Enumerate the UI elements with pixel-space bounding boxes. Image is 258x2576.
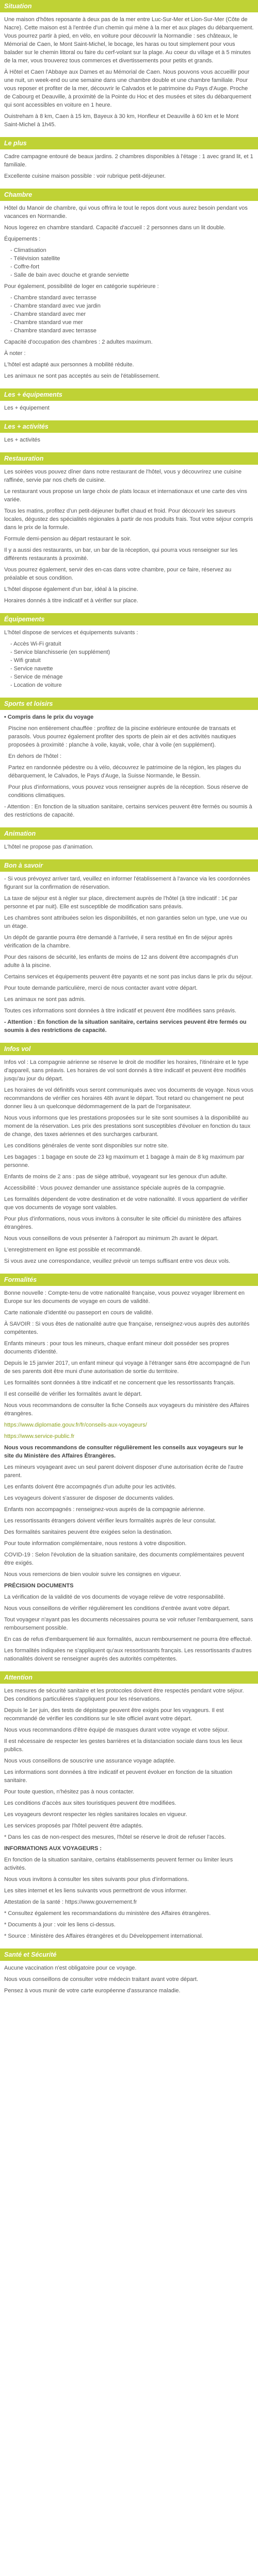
paragraph: L'hôtel dispose de services et équipements suivants :: [4, 630, 138, 636]
paragraph: Depuis le 1er juin, des tests de dépistage peuvent être exigés pour les voyageurs. Il est recommandé de vérifier les conditions sur le site officiel avant votre départ.: [4, 1707, 224, 1722]
paragraph: Nous vous conseillons de consulter votre médecin traitant avant votre départ.: [4, 1976, 199, 1982]
paragraph: Bonne nouvelle : Compte-tenu de votre nationalité française, vous pouvez voyager librement en Europe sur les documents de voyage en cours de validité.: [4, 1290, 245, 1304]
paragraph: Piscine non entièrement chauffée : profitez de la piscine extérieure entourée de transats et parasols. Vous pourrez également profiter des sports de plein air et des activités nautiques proposées à proximité : planche à voile, kayak, voile, char à voile (en supplément).: [8, 725, 236, 748]
note: Les animaux ne sont pas acceptés au sein de l'établissement.: [4, 373, 160, 379]
paragraph: Les soirées vous pouvez dîner dans notre restaurant de l'hôtel, vous y découvrirez une cuisine raffinée, servie par nos chefs de cuisine.: [4, 469, 242, 483]
section-heading-formalites: Formalités: [0, 1274, 258, 1286]
section-heading-situation: Situation: [0, 0, 258, 12]
paragraph: Nous vous conseillons de vous présenter à l'aéroport au minimum 2h avant le départ.: [4, 1235, 219, 1242]
list-item: - Télévision satellite: [10, 256, 60, 262]
attention-content: [0, 1684, 258, 1948]
paragraph: * Source : Ministère des Affaires étrangères et du Développement international.: [4, 1933, 203, 1939]
paragraph: À Hôtel et Caen l'Abbaye aux Dames et au Mémorial de Caen. Nous pouvons vous accueillir pour une nuit, un week-end ou une semaine dans une chambre double et une chambre familiale. Pour vous reposer et profiter de la mer, découvrir le Calvados et le patrimoine du Pays d'Auge. Proche de Cabourg et Deauville, à proximité de la Pointe du Hoc et des musées et sites du débarquement qui sont accessibles en voiture en 1 heure.: [4, 69, 251, 108]
info-heading: INFORMATIONS AUX VOYAGEURS :: [4, 1845, 102, 1852]
paragraph: Les enfants doivent être accompagnés d'un adulte pour les activités.: [4, 1484, 176, 1490]
paragraph: - Si vous prévoyez arriver tard, veuillez en informer l'établissement à l'avance via les coordonnées figurant sur la confirmation de réservation.: [4, 876, 250, 890]
paragraph: Hôtel du Manoir de chambre, qui vous offrira le tout le repos dont vous aurez besoin pendant vos vacances en Normandie.: [4, 205, 248, 219]
paragraph: Les formalités indiquées ne s'appliquent qu'aux ressortissants français. Les ressortissants d'autres nationalités doivent se renseigner auprès des autorités compétentes.: [4, 1648, 252, 1662]
capacity-text: Capacité d'occupation des chambres : 2 adultes maximum.: [4, 339, 153, 345]
paragraph: En dehors de l'hôtel :: [8, 753, 62, 759]
paragraph: Nous vous conseillons de vérifier régulièrement les conditions d'entrée avant votre départ.: [4, 1605, 231, 1612]
animation-content: [0, 840, 258, 859]
paragraph: Les formalités dépendent de votre destination et de votre nationalité. Il vous appartient de vérifier que vos documents de voyage sont valables.: [4, 1196, 248, 1211]
paragraph: Formule demi-pension au départ restaurant le soir.: [4, 536, 132, 542]
paragraph: Ouistreham à 8 km, Caen à 15 km, Bayeux à 30 km, Honfleur et Deauville à 60 km et le Mont Saint-Michel à 1h45.: [4, 113, 239, 128]
paragraph: Les sites internet et les liens suivants vous permettront de vous informer.: [4, 1888, 187, 1894]
paragraph: Toutes ces informations sont données à titre indicatif et peuvent être modifiées sans préavis.: [4, 1008, 237, 1014]
list-item: - Chambre standard avec vue jardin: [10, 303, 101, 309]
paragraph: La taxe de séjour est à régler sur place, directement auprès de l'hôtel (à titre indicatif : 1€ par personne et par nuit). Elle est susceptible de modification sans préavis.: [4, 895, 238, 910]
paragraph: Pour également, possibilité de loger en catégorie supérieure :: [4, 283, 159, 290]
paragraph: Enfants de moins de 2 ans : pas de siège attribué, voyageant sur les genoux d'un adulte.: [4, 1174, 228, 1180]
room-category-list: [4, 294, 254, 335]
paragraph: Nous vous remercions de bien vouloir suivre les consignes en vigueur.: [4, 1571, 182, 1578]
paragraph: Il est nécessaire de respecter les gestes barrières et la distanciation sociale dans tous les lieux publics.: [4, 1738, 243, 1753]
list-item: - Accès Wi-Fi gratuit: [10, 641, 61, 647]
section-heading-restauration: Restauration: [0, 452, 258, 465]
paragraph: Partez en randonnée pédestre ou à vélo, découvrez le patrimoine de la région, les plages du débarquement, le Calvados, le Pays d'Auge, la Suisse Normande, le Bessin.: [8, 765, 241, 779]
equipements-content: [0, 625, 258, 698]
paragraph: Accessibilité : Vous pouvez demander une assistance spéciale auprès de la compagnie.: [4, 1185, 225, 1191]
bon-a-savoir-content: [0, 872, 258, 1043]
paragraph: Si vous avez une correspondance, veuillez prévoir un temps suffisant entre vos deux vols.: [4, 1258, 231, 1264]
paragraph: Les ressortissants étrangers doivent vérifier leurs formalités auprès de leur consulat.: [4, 1518, 216, 1524]
link-line: [4, 1421, 254, 1429]
section-heading-animation: Animation: [0, 827, 258, 840]
paragraph: Les conditions générales de vente sont disponibles sur notre site.: [4, 1143, 169, 1149]
paragraph: PRÉCISION DOCUMENTS: [4, 1583, 74, 1589]
paragraph: Les bagages : 1 bagage en soute de 23 kg maximum et 1 bagage à main de 8 kg maximum par personne.: [4, 1154, 245, 1168]
paragraph: Vous pourrez également, servir des en-cas dans votre chambre, pour ce faire, réservez au préalable et sous condition.: [4, 567, 232, 581]
situation-content: [0, 12, 258, 137]
section-heading-infos-vol: Infos vol: [0, 1043, 258, 1055]
list-item: - Climatisation: [10, 247, 46, 253]
paragraph: Nous vous recommandons d'être équipé de masques durant votre voyage et votre séjour.: [4, 1727, 229, 1733]
paragraph: * Consultez également les recommandations du ministère des Affaires étrangères.: [4, 1910, 211, 1917]
equipment-list: [4, 246, 254, 279]
paragraph: Un dépôt de garantie pourra être demandé à l'arrivée, il sera restitué en fin de séjour après vérification de la chambre.: [4, 935, 233, 949]
link-line: [4, 1432, 254, 1440]
sports-details: [4, 724, 254, 800]
paragraph: En cas de refus d'embarquement lié aux formalités, aucun remboursement ne pourra être effectué.: [4, 1636, 252, 1642]
chambre-content: [0, 201, 258, 388]
infos-vol-content: [0, 1055, 258, 1274]
paragraph: - Attention : En fonction de la situation sanitaire, certains services peuvent être fermés ou soumis à des restrictions de capacité.: [4, 804, 252, 818]
paragraph: Pour toute demande particulière, merci de nous contacter avant votre départ.: [4, 985, 198, 991]
paragraph: Pour toute information complémentaire, nous restons à votre disposition.: [4, 1540, 187, 1547]
paragraph: Les animaux ne sont pas admis.: [4, 996, 86, 1003]
diplomatie-link[interactable]: https://www.diplomatie.gouv.fr/fr/conseils-aux-voyageurs/: [4, 1422, 147, 1428]
paragraph: Enfants non accompagnés : renseignez-vous auprès de la compagnie aérienne.: [4, 1506, 205, 1513]
paragraph: Une maison d'hôtes reposante à deux pas de la mer entre Luc-Sur-Mer et Lion-Sur-Mer (Côte de Nacre). Cette maison est à l'entrée d'un chemin qui mène à la mer et aux plages du débarquement. Vous pourrez partir à pied, en vélo, en voiture pour découvrir la Normandie : ses châteaux, le Mémorial de Caen, le Mont Saint-Michel, le bocage, les haras ou tout simplement pour vous balader sur le chemin littoral ou faire du cerf-volant sur la plage. Au coeur du village et à 5 minutes de la mer, vous trouverez tous commerces et divertissements pour petits et grands.: [4, 16, 254, 64]
list-item: - Location de voiture: [10, 682, 62, 688]
list-item: - Wifi gratuit: [10, 657, 41, 664]
list-item: - Service de ménage: [10, 674, 63, 680]
paragraph: Horaires donnés à titre indicatif et à vérifier sur place.: [4, 598, 138, 604]
sports-content: [0, 710, 258, 827]
paragraph: Les + équipement: [4, 405, 50, 411]
included-label: Compris dans le prix du voyage: [7, 714, 94, 720]
paragraph: Nous vous informons que les prestations proposées sur le site sont soumises à la disponibilité au moment de la réservation. Les prix des prestations sont susceptibles d'évoluer en fonction du taux de change, des taxes aériennes et des surcharges carburant.: [4, 1115, 251, 1138]
paragraph: Des formalités sanitaires peuvent être exigées selon la destination.: [4, 1529, 172, 1535]
equipment-title: Équipements :: [4, 236, 41, 242]
paragraph: Enfants mineurs : pour tous les mineurs, chaque enfant mineur doit posséder ses propres documents d'identité.: [4, 1341, 229, 1355]
paragraph: Attestation de la santé : https://www.gouvernement.fr: [4, 1899, 137, 1905]
paragraph: Les informations sont données à titre indicatif et peuvent évoluer en fonction de la situation sanitaire.: [4, 1769, 233, 1784]
paragraph: Les formalités sont données à titre indicatif et ne concernent que les ressortissants français.: [4, 1380, 235, 1386]
paragraph: Les + activités: [4, 437, 41, 443]
paragraph: Les mineurs voyageant avec un seul parent doivent disposer d'une autorisation écrite de l'autre parent.: [4, 1464, 244, 1479]
paragraph: L'hôtel dispose également d'un bar, idéal à la piscine.: [4, 586, 138, 592]
included-bullet: • Compris dans le prix du voyage: [4, 714, 94, 720]
paragraph: Il est conseillé de vérifier les formalités avant le départ.: [4, 1391, 142, 1397]
list-item: - Chambre standard avec mer: [10, 311, 86, 317]
paragraph: Le restaurant vous propose un large choix de plats locaux et internationaux et une carte des vins variée.: [4, 488, 247, 503]
paragraph: Les horaires de vol définitifs vous seront communiqués avec vos documents de voyage. Nous vous recommandons de vérifier ces horaires 48h avant le départ. Tout retard ou changement ne peut donner lieu à un quelconque dédommagement de la part de l'organisateur.: [4, 1087, 254, 1110]
paragraph: Les chambres sont attribuées selon les disponibilités, et non garanties selon un type, une vue ou un étage.: [4, 915, 247, 929]
section-heading-bon-a-savoir: Bon à savoir: [0, 859, 258, 872]
paragraph: Nous vous conseillons de souscrire une assurance voyage adaptée.: [4, 1758, 176, 1764]
paragraph: COVID-19 : Selon l'évolution de la situation sanitaire, des documents complémentaires peuvent être exigés.: [4, 1552, 244, 1566]
paragraph: Nous vous invitons à consulter les sites suivants pour plus d'informations.: [4, 1876, 189, 1883]
paragraph: Pensez à vous munir de votre carte européenne d'assurance maladie.: [4, 1988, 181, 1994]
activites-plus-content: [0, 433, 258, 452]
paragraph: - Attention : En fonction de la situation sanitaire, certains services peuvent être fermés ou soumis à des restrictions de capacité.: [4, 1019, 247, 1033]
list-item: - Chambre standard avec terrasse: [10, 328, 96, 334]
paragraph: Carte nationale d'identité ou passeport en cours de validité.: [4, 1310, 153, 1316]
paragraph: Pour plus d'informations, nous vous invitons à consulter le site officiel du ministère des affaires étrangères.: [4, 1216, 241, 1230]
paragraph: Nous vous recommandons de consulter régulièrement les conseils aux voyageurs sur le site du Ministère des Affaires Étrangères.: [4, 1445, 244, 1459]
section-heading-equipements: Équipements: [0, 613, 258, 625]
formalites-content: [0, 1286, 258, 1671]
paragraph: Les voyageurs devront respecter les règles sanitaires locales en vigueur.: [4, 1811, 187, 1818]
paragraph: Pour plus d'informations, vous pouvez vous renseigner auprès de la réception. Sous réserve de conditions climatiques.: [8, 784, 248, 799]
paragraph: Les services proposés par l'hôtel peuvent être adaptés.: [4, 1823, 143, 1829]
list-item: - Service blanchisserie (en supplément): [10, 649, 110, 655]
list-item: - Coffre-fort: [10, 264, 40, 270]
paragraph: Nous vous recommandons de consulter la fiche Conseils aux voyageurs du ministère des Affaires étrangères.: [4, 1402, 249, 1417]
paragraph: Infos vol : La compagnie aérienne se réserve le droit de modifier les horaires, l'itinéraire et le type d'appareil, sans préavis. Les horaires de vol sont donnés à titre indicatif et peuvent être modifiés jusqu'au jour du départ.: [4, 1059, 249, 1082]
list-item: - Chambre standard avec terrasse: [10, 295, 96, 301]
paragraph: Certains services et équipements peuvent être payants et ne sont pas inclus dans le prix du séjour.: [4, 974, 253, 980]
paragraph: Pour toute question, n'hésitez pas à nous contacter.: [4, 1789, 135, 1795]
list-item: - Chambre standard vue mer: [10, 319, 83, 326]
paragraph: En fonction de la situation sanitaire, certains établissements peuvent fermer ou limiter leurs activités.: [4, 1857, 233, 1871]
paragraph: Pour des raisons de sécurité, les enfants de moins de 12 ans doivent être accompagnés d'un adulte à la piscine.: [4, 954, 238, 969]
section-heading-attention: Attention: [0, 1671, 258, 1684]
paragraph: Nous logerez en chambre standard. Capacité d'accueil : 2 personnes dans un lit double.: [4, 225, 225, 231]
paragraph: À SAVOIR : Si vous êtes de nationalité autre que française, renseignez-vous auprès des autorités compétentes.: [4, 1321, 250, 1335]
paragraph: La vérification de la validité de vos documents de voyage relève de votre responsabilité.: [4, 1594, 225, 1600]
paragraph: Cadre campagne entouré de beaux jardins. 2 chambres disponibles à l'étage : 1 avec grand lit, et 1 familiale.: [4, 154, 253, 168]
restauration-content: [0, 465, 258, 613]
services-list: [4, 640, 254, 689]
section-heading-equipements-plus: Les + équipements: [0, 388, 258, 401]
section-heading-sante-securite: Santé et Sécurité: [0, 1948, 258, 1961]
section-heading-activites-plus: Les + activités: [0, 420, 258, 433]
paragraph: Les mesures de sécurité sanitaire et les protocoles doivent être respectés pendant votre séjour. Des conditions particulières s'appliquent pour les réservations.: [4, 1688, 244, 1702]
paragraph: Les voyageurs doivent s'assurer de disposer de documents valides.: [4, 1495, 174, 1501]
section-heading-sports-loisirs: Sports et loisirs: [0, 698, 258, 710]
section-heading-le-plus: Le plus: [0, 137, 258, 149]
paragraph: Aucune vaccination n'est obligatoire pour ce voyage.: [4, 1965, 137, 1971]
paragraph: Les conditions d'accès aux sites touristiques peuvent être modifiées.: [4, 1800, 176, 1806]
paragraph: L'enregistrement en ligne est possible et recommandé.: [4, 1247, 142, 1253]
paragraph: Il y a aussi des restaurants, un bar, un bar de la réception, qui pourra vous renseigner sur les différents restaurants à proximité.: [4, 547, 238, 562]
service-public-link[interactable]: https://www.service-public.fr: [4, 1433, 75, 1439]
le-plus-content: [0, 149, 258, 189]
paragraph: Depuis le 15 janvier 2017, un enfant mineur qui voyage à l'étranger sans être accompagné de l'un de ses parents doit être muni d'une autorisation de sortie du territoire.: [4, 1360, 250, 1375]
list-item: - Salle de bain avec douche et grande serviette: [10, 272, 129, 278]
paragraph: Excellente cuisine maison possible : voir rubrique petit-déjeuner.: [4, 173, 166, 179]
equipements-plus-content: [0, 401, 258, 420]
note: L'hôtel est adapté aux personnes à mobilité réduite.: [4, 362, 134, 368]
paragraph: * Documents à jour : voir les liens ci-dessus.: [4, 1922, 116, 1928]
note-title: À noter :: [4, 350, 26, 357]
list-item: - Service navette: [10, 666, 53, 672]
paragraph: Tout voyageur n'ayant pas les documents nécessaires pourra se voir refuser l'embarquement, sans remboursement possible.: [4, 1617, 253, 1631]
paragraph: * Dans les cas de non-respect des mesures, l'hôtel se réserve le droit de refuser l'accès.: [4, 1834, 226, 1840]
paragraph: Tous les matins, profitez d'un petit-déjeuner buffet chaud et froid. Pour découvrir les saveurs locales, dégustez des spécialités régionales à partir de nos produits frais. Tout votre séjour compris dans le prix de la formule.: [4, 508, 253, 531]
sante-content: [0, 1961, 258, 2003]
paragraph: L'hôtel ne propose pas d'animation.: [4, 844, 93, 850]
section-heading-chambre: Chambre: [0, 189, 258, 201]
